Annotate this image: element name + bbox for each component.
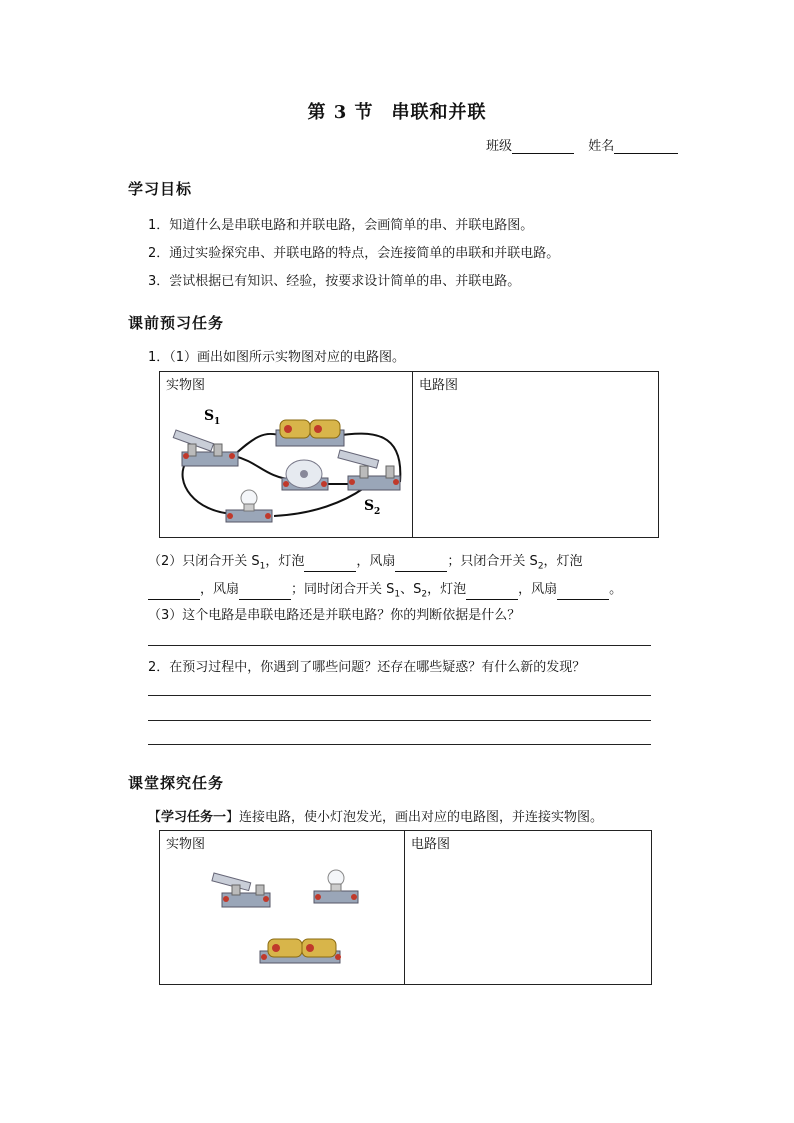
q1-2-text-d: ；只闭合开关 S <box>447 554 538 569</box>
q1-2-text-g: ；同时闭合开关 S <box>291 582 395 597</box>
goal-item-1: 1．知道什么是串联电路和并联电路，会画简单的串、并联电路图。 <box>148 218 534 233</box>
section-preview-heading <box>128 312 224 333</box>
q1-2-text-e: ，灯泡 <box>543 554 583 569</box>
lamp-blank-1[interactable] <box>304 557 356 572</box>
name-label: 姓名 <box>588 139 615 154</box>
section-classroom-heading <box>128 772 224 793</box>
q1-2-text-j: 。 <box>609 582 623 597</box>
circuit-diagram-cell-2[interactable] <box>405 831 652 985</box>
switch-s2-subscript: 2 <box>374 507 381 517</box>
preview-question-1-3: （3）这个电路是串联电路还是并联电路？你的判断依据是什么？ <box>148 608 521 623</box>
task1-text: 连接电路，使小灯泡发光，画出对应的电路图，并连接实物图。 <box>239 810 604 825</box>
task1-name: 学习任务一 <box>161 810 227 825</box>
q1-2-text-f: ，风扇 <box>200 582 240 597</box>
lamp-blank-2[interactable] <box>148 585 200 600</box>
task1-bracket-open: 【 <box>148 810 162 825</box>
class-label: 班级 <box>486 139 513 154</box>
circuit-photo-illustration <box>164 392 404 532</box>
goal-item-3: 3．尝试根据已有知识、经验，按要求设计简单的串、并联电路。 <box>148 274 521 289</box>
circuit-table-2 <box>159 830 652 985</box>
real-object-label: 实物图 <box>166 378 206 393</box>
real-object-cell <box>160 372 413 538</box>
answer-line-3[interactable] <box>148 720 651 721</box>
circuit-diagram-cell[interactable] <box>413 372 659 538</box>
preview-question-1-2-line1 <box>148 550 583 572</box>
q1-2-text-b: ，灯泡 <box>265 554 305 569</box>
section-goals-heading <box>128 178 192 199</box>
components-illustration <box>164 851 396 981</box>
circuit-table-1 <box>159 371 659 538</box>
q1-2-sub-g1: 1 <box>394 589 401 600</box>
q1-2-sub-d: 2 <box>537 561 544 572</box>
section-preview-title: 课前预习任务 <box>128 314 225 332</box>
section-goals-title: 学习目标 <box>128 180 193 198</box>
page-title <box>0 98 794 124</box>
student-info <box>486 135 678 154</box>
answer-line-4[interactable] <box>148 744 651 745</box>
q1-2-text-i: ，风扇 <box>518 582 558 597</box>
q1-2-sub-a: 1 <box>259 561 266 572</box>
classroom-task-1 <box>148 806 603 825</box>
q1-2-text-g-mid: 、S <box>400 582 422 597</box>
q1-2-sub-g2: 2 <box>421 589 428 600</box>
name-blank[interactable] <box>614 139 678 154</box>
q1-2-text-h: ，灯泡 <box>427 582 467 597</box>
lamp-blank-3[interactable] <box>466 585 518 600</box>
section-number: 第 3 节 <box>307 102 374 123</box>
answer-line-1[interactable] <box>148 645 651 646</box>
switch-s1-subscript: 1 <box>214 417 221 427</box>
preview-question-1-2-line2 <box>148 578 622 600</box>
fan-blank-2[interactable] <box>239 585 291 600</box>
circuit-diagram-label: 电路图 <box>419 378 459 393</box>
answer-line-2[interactable] <box>148 695 651 696</box>
switch-s1-label: S <box>204 408 215 424</box>
real-object-label-2: 实物图 <box>166 837 206 852</box>
section-classroom-title: 课堂探究任务 <box>128 774 225 792</box>
lesson-name: 串联和并联 <box>391 102 487 123</box>
q1-2-text-a: （2）只闭合开关 S <box>148 554 260 569</box>
goal-item-2: 2．通过实验探究串、并联电路的特点，会连接简单的串联和并联电路。 <box>148 246 560 261</box>
fan-blank-3[interactable] <box>557 585 609 600</box>
class-blank[interactable] <box>512 139 574 154</box>
preview-question-1-1: 1．（1）画出如图所示实物图对应的电路图。 <box>148 350 406 365</box>
real-object-cell-2 <box>160 831 405 985</box>
q1-2-text-c: ，风扇 <box>356 554 396 569</box>
fan-blank-1[interactable] <box>395 557 447 572</box>
switch-s2-label: S <box>364 498 375 514</box>
circuit-diagram-label-2: 电路图 <box>411 837 451 852</box>
preview-question-2: 2．在预习过程中，你遇到了哪些问题？还存在哪些疑惑？有什么新的发现？ <box>148 660 586 675</box>
task1-bracket-close: 】 <box>226 810 240 825</box>
